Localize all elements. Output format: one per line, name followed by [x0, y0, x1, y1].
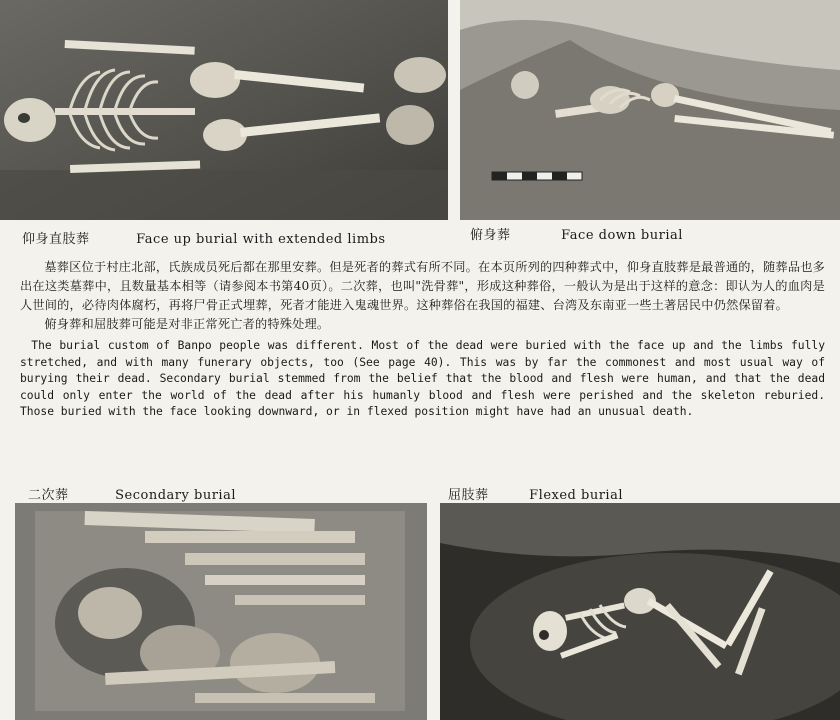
caption-zh: 俯身葬: [470, 228, 511, 243]
caption-en: Face up burial with extended limbs: [136, 232, 386, 247]
caption-zh: 屈肢葬: [448, 488, 489, 503]
caption-face-down-burial: [470, 224, 683, 243]
body-text: [20, 258, 825, 421]
photo-flexed-burial: [440, 503, 840, 720]
photo-face-down-burial: [460, 0, 840, 220]
caption-flexed-burial: [448, 484, 623, 503]
caption-en: Flexed burial: [529, 488, 623, 503]
caption-secondary-burial: [28, 484, 236, 503]
zh-paragraph-2: 俯身葬和屈肢葬可能是对非正常死亡者的特殊处理。: [44, 317, 330, 331]
caption-en: Face down burial: [561, 228, 683, 243]
photo-face-up-burial: [0, 0, 448, 220]
caption-en: Secondary burial: [115, 488, 236, 503]
caption-zh: 二次葬: [28, 488, 69, 503]
zh-paragraph-1: 墓葬区位于村庄北部，氏族成员死后都在那里安葬。但是死者的葬式有所不同。在本页所列的四种葬式中，仰身直肢葬是最普通的，随葬品也多出在这类墓葬中，且数量基本相等（请参阅本书第40页）。二次葬，也叫"洗骨葬"，形成这种葬俗，一般认为是出于这样的意念：即认为人的血肉是人世间的，必待肉体腐朽，再将尸骨正式埋葬，死者才能进入鬼魂世界。这种葬俗在我国的福建、台湾及东南亚一些土著居民中仍然保留着。: [20, 260, 825, 312]
photo-secondary-burial: [15, 503, 427, 720]
caption-zh: 仰身直肢葬: [22, 232, 90, 247]
caption-face-up-burial: [22, 228, 386, 247]
en-paragraph: The burial custom of Banpo people was different. Most of the dead were buried with the face up and the limbs fully stretched, and with many funerary objects, too (See page 40). This was by far the commonest and most usual way of burying their dead. Secondary burial stemmed from the belief that the blood and flesh were human, and that the dead could only enter the world of the dead after his humanly blood and flesh were perished and the skeleton reburied. Those buried with the face looking downward, or in flexed position might have had an unusual death.: [20, 339, 825, 418]
